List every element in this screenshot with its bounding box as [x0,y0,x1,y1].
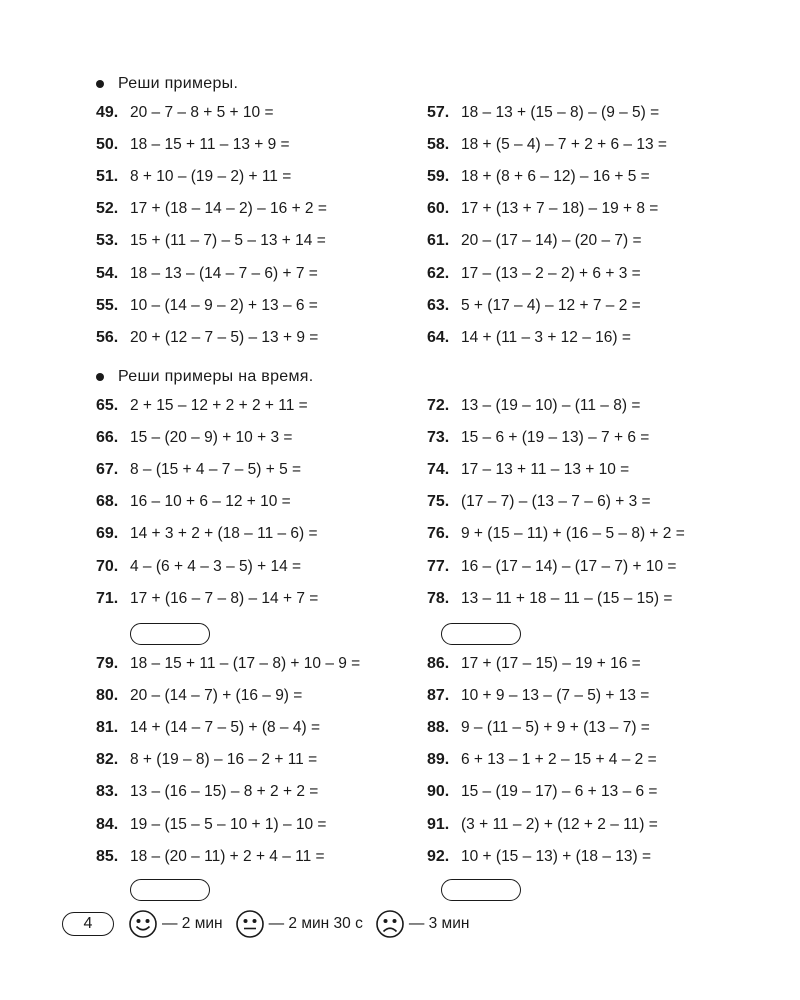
exercise-expression: 17 – (13 – 2 – 2) + 6 + 3 = [461,264,641,282]
exercise-expression: 14 + (14 – 7 – 5) + (8 – 4) = [130,719,320,737]
exercise-expression: 18 + (5 – 4) – 7 + 2 + 6 – 13 = [461,136,667,154]
exercise-expression: 16 – 10 + 6 – 12 + 10 = [130,493,291,511]
exercise-number: 72. [427,397,450,414]
exercise-expression: 20 + (12 – 7 – 5) – 13 + 9 = [130,328,319,346]
section-heading-text: Реши примеры. [118,75,239,92]
exercise-number: 59. [427,168,450,186]
exercise-row [96,103,274,123]
exercise-expression: 13 – (19 – 10) – (11 – 8) = [461,397,641,414]
exercise-number: 52. [96,200,119,218]
exercise-expression: 18 – 15 + 11 – 13 + 9 = [130,136,290,154]
exercise-number: 54. [96,264,119,282]
exercise-number: 90. [427,783,450,801]
legend-text-neutral: — 2 мин 30 с [268,915,363,932]
exercise-number: 73. [427,429,450,447]
exercise-expression: 6 + 13 – 1 + 2 – 15 + 4 – 2 = [461,751,657,769]
exercise-row [427,103,659,123]
exercise-expression: 18 + (8 + 6 – 12) – 16 + 5 = [461,168,650,186]
exercise-number: 75. [427,493,450,511]
time-answer-box[interactable] [441,879,521,901]
exercise-row [427,199,658,219]
exercise-expression: 15 – (20 – 9) + 10 + 3 = [130,429,293,447]
exercise-expression: 17 + (16 – 7 – 8) – 14 + 7 = [130,589,319,607]
exercise-number: 92. [427,847,450,865]
exercise-expression: 8 + (19 – 8) – 16 – 2 + 11 = [130,751,318,769]
exercise-row [427,492,651,512]
exercise-number: 77. [427,557,450,575]
smiley-happy-icon [128,909,158,939]
exercise-number: 82. [96,751,119,769]
exercise-row [427,396,640,416]
exercise-number: 84. [96,815,119,833]
legend-text-sad: — 3 мин [408,915,470,932]
exercise-number: 78. [427,589,450,607]
exercise-number: 71. [96,589,119,607]
exercise-number: 83. [96,783,119,801]
exercise-row [427,782,657,802]
exercise-expression: 16 – (17 – 14) – (17 – 7) + 10 = [461,557,677,575]
exercise-number: 55. [96,296,119,314]
exercise-number: 87. [427,687,450,705]
section-heading-2 [96,368,314,386]
exercise-row [427,296,641,316]
exercise-number: 56. [96,328,119,346]
exercise-row [96,557,301,577]
exercise-row [96,231,326,251]
exercise-number: 60. [427,200,450,218]
exercise-expression: 5 + (17 – 4) – 12 + 7 – 2 = [461,296,641,314]
exercise-row [427,654,641,674]
exercise-number: 91. [427,815,450,833]
exercise-number: 89. [427,751,450,769]
exercise-expression: 17 + (17 – 15) – 19 + 16 = [461,655,641,672]
exercise-row [96,396,308,416]
exercise-row [96,460,301,480]
exercise-number: 86. [427,655,450,672]
exercise-row [427,557,676,577]
exercise-row [96,847,325,867]
bullet-icon [96,373,104,381]
exercise-row [96,782,318,802]
exercise-row [96,328,318,348]
exercise-expression: 9 + (15 – 11) + (16 – 5 – 8) + 2 = [461,525,685,543]
exercise-expression: 14 + 3 + 2 + (18 – 11 – 6) = [130,525,318,543]
exercise-expression: 10 – (14 – 9 – 2) + 13 – 6 = [130,296,318,314]
exercise-row [427,750,657,770]
exercise-number: 74. [427,461,450,479]
page-number: 4 [62,912,114,936]
exercise-number: 49. [96,104,119,121]
exercise-row [427,135,667,155]
exercise-expression: 14 + (11 – 3 + 12 – 16) = [461,328,631,346]
exercise-expression: 20 – (17 – 14) – (20 – 7) = [461,232,642,250]
bullet-icon [96,80,104,88]
exercise-row [96,264,318,284]
exercise-row [427,264,641,284]
exercise-number: 79. [96,655,119,672]
exercise-expression: 8 + 10 – (19 – 2) + 11 = [130,168,292,186]
exercise-number: 68. [96,493,119,511]
smiley-sad-icon [375,909,405,939]
exercise-expression: 9 – (11 – 5) + 9 + (13 – 7) = [461,719,650,737]
exercise-row [96,718,320,738]
exercise-number: 85. [96,847,119,865]
exercise-number: 63. [427,296,450,314]
exercise-row [427,428,649,448]
exercise-row [96,815,326,835]
exercise-row [96,750,317,770]
exercise-expression: 8 – (15 + 4 – 7 – 5) + 5 = [130,461,302,479]
exercise-expression: 18 – 15 + 11 – (17 – 8) + 10 – 9 = [130,655,361,672]
exercise-row [427,524,685,544]
exercise-expression: 15 – (19 – 17) – 6 + 13 – 6 = [461,783,658,801]
exercise-row [427,231,642,251]
exercise-number: 51. [96,168,119,186]
exercise-number: 58. [427,136,450,154]
exercise-number: 62. [427,264,450,282]
time-answer-box[interactable] [130,879,210,901]
exercise-expression: 2 + 15 – 12 + 2 + 2 + 11 = [130,397,308,414]
exercise-row [96,199,327,219]
exercise-number: 50. [96,136,119,154]
exercise-number: 53. [96,232,119,250]
exercise-expression: 15 + (11 – 7) – 5 – 13 + 14 = [130,232,326,250]
exercise-row [96,296,318,316]
exercise-number: 70. [96,557,119,575]
exercise-expression: 18 – 13 – (14 – 7 – 6) + 7 = [130,264,318,282]
exercise-expression: 20 – (14 – 7) + (16 – 9) = [130,687,303,705]
exercise-expression: 10 + (15 – 13) + (18 – 13) = [461,847,652,865]
exercise-expression: 4 – (6 + 4 – 3 – 5) + 14 = [130,557,302,575]
exercise-row [427,686,649,706]
footer [62,911,481,937]
section-heading-text: Реши примеры на время. [118,368,314,385]
exercise-expression: (17 – 7) – (13 – 7 – 6) + 3 = [461,493,651,511]
exercise-expression: 18 – (20 – 11) + 2 + 4 – 11 = [130,847,325,865]
exercise-row [96,524,318,544]
exercise-number: 65. [96,397,119,414]
exercise-number: 80. [96,687,119,705]
exercise-number: 64. [427,328,450,346]
exercise-row [427,167,650,187]
exercise-row [96,428,292,448]
exercise-expression: (3 + 11 – 2) + (12 + 2 – 11) = [461,815,658,833]
exercise-number: 67. [96,461,119,479]
smiley-neutral-icon [235,909,265,939]
exercise-number: 88. [427,719,450,737]
exercise-expression: 17 + (13 + 7 – 18) – 19 + 8 = [461,200,659,218]
exercise-number: 81. [96,719,119,737]
exercise-row [96,686,302,706]
exercise-expression: 10 + 9 – 13 – (7 – 5) + 13 = [461,687,650,705]
exercise-number: 66. [96,429,119,447]
exercise-number: 76. [427,525,450,543]
exercise-expression: 20 – 7 – 8 + 5 + 10 = [130,104,274,121]
exercise-row [96,589,318,609]
time-answer-box[interactable] [441,623,521,645]
exercise-expression: 13 – (16 – 15) – 8 + 2 + 2 = [130,783,319,801]
exercise-number: 61. [427,232,450,250]
exercise-row [427,460,629,480]
exercise-row [427,815,658,835]
exercise-row [427,328,631,348]
exercise-row [96,135,290,155]
exercise-row [427,847,651,867]
legend-text-happy: — 2 мин [162,915,223,932]
time-answer-box[interactable] [130,623,210,645]
exercise-expression: 15 – 6 + (19 – 13) – 7 + 6 = [461,429,650,447]
exercise-number: 57. [427,104,450,121]
exercise-expression: 19 – (15 – 5 – 10 + 1) – 10 = [130,815,327,833]
exercise-row [96,492,291,512]
section-heading-1 [96,75,238,93]
exercise-expression: 18 – 13 + (15 – 8) – (9 – 5) = [461,104,660,121]
exercise-row [427,589,672,609]
exercise-row [96,167,291,187]
exercise-row [427,718,650,738]
exercise-expression: 17 + (18 – 14 – 2) – 16 + 2 = [130,200,327,218]
exercise-expression: 13 – 11 + 18 – 11 – (15 – 15) = [461,589,673,607]
exercise-expression: 17 – 13 + 11 – 13 + 10 = [461,461,630,479]
exercise-number: 69. [96,525,119,543]
exercise-row [96,654,360,674]
